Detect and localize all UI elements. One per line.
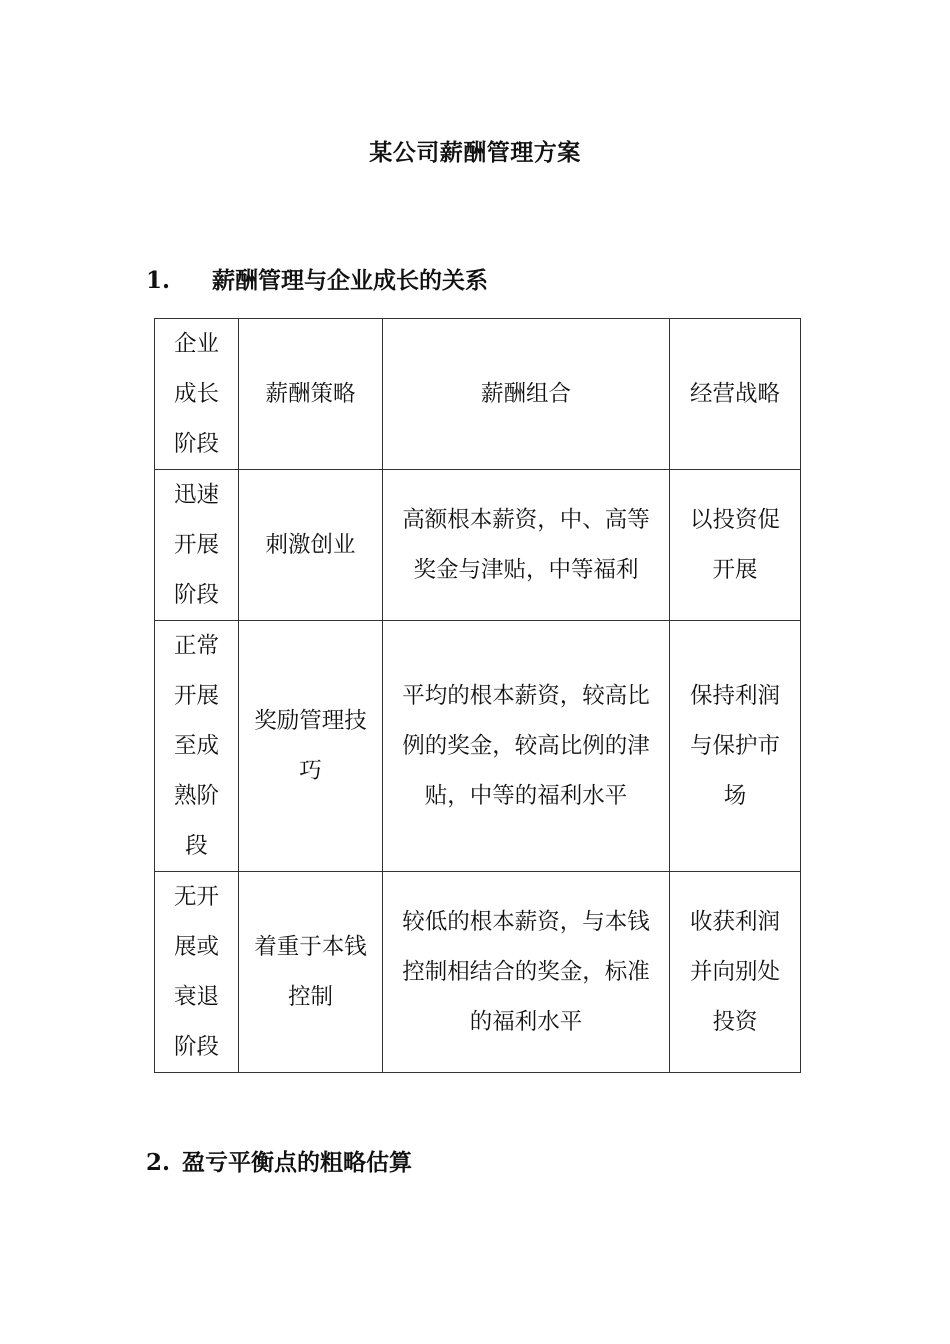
table-row xyxy=(155,470,801,621)
section-number: 2. xyxy=(146,1149,171,1176)
cell-business: 保持利润与保护市场 xyxy=(670,621,801,872)
cell-business: 以投资促开展 xyxy=(670,470,801,621)
cell-strategy: 着重于本钱控制 xyxy=(239,872,383,1073)
header-cell-business: 经营战略 xyxy=(670,319,801,470)
table-row xyxy=(155,621,801,872)
section-title: 薪酬管理与企业成长的关系 xyxy=(212,267,488,294)
cell-business: 收获利润并向别处投资 xyxy=(670,872,801,1073)
table-header-row xyxy=(155,319,801,470)
section-title: 盈亏平衡点的粗略估算 xyxy=(182,1149,412,1176)
cell-stage: 无开展或衰退阶段 xyxy=(155,872,239,1073)
cell-stage: 迅速开展阶段 xyxy=(155,470,239,621)
header-cell-strategy: 薪酬策略 xyxy=(239,319,383,470)
cell-strategy: 奖励管理技巧 xyxy=(239,621,383,872)
compensation-stage-table xyxy=(154,318,801,1073)
cell-mix: 较低的根本薪资，与本钱控制相结合的奖金，标准的福利水平 xyxy=(383,872,670,1073)
section-number: 1. xyxy=(146,267,171,294)
cell-stage: 正常开展至成熟阶段 xyxy=(155,621,239,872)
table-row xyxy=(155,872,801,1073)
cell-strategy: 刺激创业 xyxy=(239,470,383,621)
section-heading-1 xyxy=(146,262,488,295)
cell-mix: 高额根本薪资，中、高等奖金与津贴，中等福利 xyxy=(383,470,670,621)
document-title: 某公司薪酬管理方案 xyxy=(369,139,581,166)
header-cell-mix: 薪酬组合 xyxy=(383,319,670,470)
cell-mix: 平均的根本薪资，较高比例的奖金，较高比例的津贴，中等的福利水平 xyxy=(383,621,670,872)
section-heading-2 xyxy=(146,1144,412,1177)
header-cell-stage: 企业成长阶段 xyxy=(155,319,239,470)
